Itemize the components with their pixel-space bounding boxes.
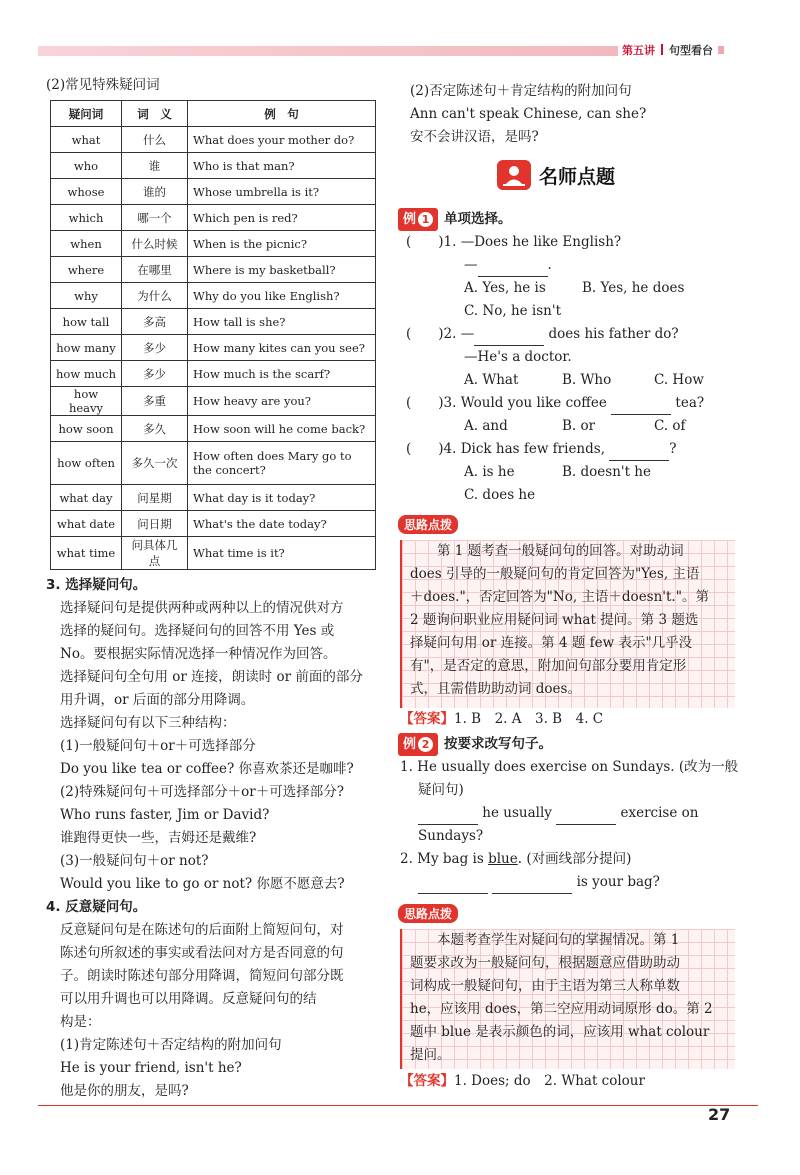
question-word: what time	[51, 537, 122, 570]
table-row	[51, 283, 376, 309]
word-meaning: 多久	[122, 416, 188, 442]
text-line: 2 题询问职业应用疑问词 what 提问。第 3 题选	[410, 612, 699, 628]
text-line: 提问。	[410, 1047, 451, 1063]
tip-1-label: 思路点拨	[398, 515, 458, 534]
question-word: how often	[51, 442, 122, 485]
header-stripe	[38, 46, 618, 56]
text-line: 题中 blue 是表示颜色的词，应该用 what colour	[410, 1024, 710, 1040]
question-word: what date	[51, 511, 122, 537]
teacher-icon	[497, 160, 531, 190]
text-line: (1)一般疑问句＋or＋可选择部分	[60, 738, 256, 754]
example-sentence: What time is it?	[188, 537, 376, 570]
text-line: 选择的疑问句。选择疑问句的回答不用 Yes 或	[60, 623, 335, 639]
section-3-title: 3. 选择疑问句。	[46, 577, 147, 593]
text-line: Would you like to go or not? 你愿不愿意去?	[60, 876, 345, 892]
word-meaning: 问日期	[122, 511, 188, 537]
example-2: 例 2 按要求改写句子。 1. He usually does exercise on Sundays. (改为一般 疑问句) he usually exercise on Sundays? 2. My bag is blue. (对画线部分提问) is your bag?	[398, 733, 743, 894]
table-row	[51, 442, 376, 485]
table-row	[51, 205, 376, 231]
text-line: 可以用升调也可以用降调。反意疑问句的结	[60, 991, 317, 1007]
question-word: how many	[51, 335, 122, 361]
answer-1: 【答案】1. B 2. A 3. B 4. C	[400, 711, 604, 727]
table-row	[51, 387, 376, 416]
text-line: (2)特殊疑问句＋可选择部分＋or＋可选择部分?	[60, 784, 344, 800]
question-word: where	[51, 257, 122, 283]
question-word: how much	[51, 361, 122, 387]
section-title: 名师点题	[539, 166, 616, 188]
text-line: 式，且需借助助动词 does。	[410, 681, 581, 697]
example-sentence: How many kites can you see?	[188, 335, 376, 361]
text-line: 构是：	[60, 1014, 101, 1030]
section-4-title: 4. 反意疑问句。	[46, 899, 147, 915]
example-sentence: What day is it today?	[188, 485, 376, 511]
table-header: 例 句	[188, 101, 376, 127]
tip-2-box	[400, 929, 735, 1069]
example-sentence: What's the date today?	[188, 511, 376, 537]
table-row	[51, 537, 376, 570]
text-line: 本题考查学生对疑问句的掌握情况。第 1	[410, 932, 680, 948]
word-meaning: 多少	[122, 361, 188, 387]
question-word: when	[51, 231, 122, 257]
word-meaning: 为什么	[122, 283, 188, 309]
text-line: He is your friend, isn't he?	[60, 1060, 242, 1076]
text-line: 选择疑问句全句用 or 连接，朗读时 or 前面的部分	[60, 669, 363, 685]
example-sentence: When is the picnic?	[188, 231, 376, 257]
text-line: does 引导的一般疑问句的肯定回答为"Yes, 主语	[410, 566, 700, 582]
word-meaning: 多高	[122, 309, 188, 335]
text-line: 第 1 题考查一般疑问句的回答。对助动词	[410, 543, 684, 559]
example-sentence: What does your mother do?	[188, 127, 376, 153]
word-meaning: 哪一个	[122, 205, 188, 231]
text-line: 子。朗读时陈述句部分用降调，简短问句部分既	[60, 968, 344, 984]
text-line: (3)一般疑问句＋or not?	[60, 853, 209, 869]
text-line: 有"，是否定的意思，附加问句部分要用肯定形	[410, 658, 687, 674]
table-row	[51, 153, 376, 179]
example-sentence: How tall is she?	[188, 309, 376, 335]
word-meaning: 问星期	[122, 485, 188, 511]
lecture-label: 第五讲	[622, 44, 655, 57]
word-meaning: 谁的	[122, 179, 188, 205]
word-meaning: 什么时候	[122, 231, 188, 257]
table-row	[51, 179, 376, 205]
text-line: 题要求改为一般疑问句，根据题意应借助助动	[410, 955, 680, 971]
example-1: 例 1 单项选择。 ( )1. —Does he like English? — . A. Yes, he is B. Yes, he does C. No, he isn't ( )2. — does his father do? —He's a doctor. A. What B. Who C. How ( )3. Would you like coffee tea? A. and B. or C. of ( )4. Dick has few friends, ? A. is he B. doesn't he C. does he	[398, 208, 743, 507]
question-word: how heavy	[51, 387, 122, 416]
text-line: No。要根据实际情况选择一种情况作为回答。	[60, 646, 337, 662]
question-word: what	[51, 127, 122, 153]
tag-q-line: (2)否定陈述句＋肯定结构的附加问句	[410, 83, 632, 99]
word-meaning: 在哪里	[122, 257, 188, 283]
example-sentence: Where is my basketball?	[188, 257, 376, 283]
tip-2-label: 思路点拨	[398, 904, 458, 923]
right-top	[410, 80, 750, 149]
text-line: he，应该用 does，第二空应用动词原形 do。第 2	[410, 1001, 713, 1017]
question-word: why	[51, 283, 122, 309]
example-sentence: Who is that man?	[188, 153, 376, 179]
example-sentence: How much is the scarf?	[188, 361, 376, 387]
text-line: ＋does."，否定回答为"No, 主语＋doesn't."。第	[410, 589, 709, 605]
example-sentence: How heavy are you?	[188, 387, 376, 416]
table-row	[51, 361, 376, 387]
text-line: 选择疑问句是提供两种或两种以上的情况供对方	[60, 600, 344, 616]
text-line: 词构成一般疑问句，由于主语为第三人称单数	[410, 978, 680, 994]
word-meaning: 什么	[122, 127, 188, 153]
word-meaning: 谁	[122, 153, 188, 179]
example-sentence: Whose umbrella is it?	[188, 179, 376, 205]
example-sentence: How often does Mary go to the concert?	[188, 442, 376, 485]
table-row	[51, 309, 376, 335]
text-line: 谁跑得更快一些，吉姆还是戴维?	[60, 830, 257, 846]
text-line: 择疑问句用 or 连接。第 4 题 few 表示"几乎没	[410, 635, 693, 651]
page-number: 27	[708, 1105, 731, 1124]
question-word: how tall	[51, 309, 122, 335]
text-line: (1)肯定陈述句＋否定结构的附加问句	[60, 1037, 282, 1053]
section-title-bar	[497, 160, 635, 190]
table-row	[51, 257, 376, 283]
table-title: (2)常见特殊疑问词	[46, 77, 160, 93]
running-header	[622, 42, 724, 58]
question-word: which	[51, 205, 122, 231]
text-line: 反意疑问句是在陈述句的后面附上简短问句，对	[60, 922, 344, 938]
example-sentence: Why do you like English?	[188, 283, 376, 309]
question-2-reply: —He's a doctor.	[464, 349, 572, 365]
example-2-title: 按要求改写句子。	[444, 736, 553, 752]
table-row	[51, 485, 376, 511]
table-header: 词 义	[122, 101, 188, 127]
example-sentence: How soon will he come back?	[188, 416, 376, 442]
word-meaning: 多久一次	[122, 442, 188, 485]
answer-2: 【答案】1. Does; do 2. What colour	[400, 1073, 645, 1089]
example-1-title: 单项选择。	[444, 211, 512, 227]
table-row	[51, 511, 376, 537]
table-row	[51, 231, 376, 257]
section-label: 句型看台	[669, 44, 713, 57]
option: A. Yes, he is	[464, 280, 546, 296]
question-1: ( )1. —Does he like English?	[406, 234, 622, 250]
footer-line	[38, 1105, 758, 1106]
text-line: Do you like tea or coffee? 你喜欢茶还是咖啡?	[60, 761, 354, 777]
tag-q-line: Ann can't speak Chinese, can she?	[410, 106, 647, 122]
text-line: 陈述句所叙述的事实或看法问对方是否同意的句	[60, 945, 344, 961]
question-word: how soon	[51, 416, 122, 442]
word-meaning: 问具体几点	[122, 537, 188, 570]
example-sentence: Which pen is red?	[188, 205, 376, 231]
tag-q-line: 安不会讲汉语，是吗?	[410, 129, 539, 145]
left-column	[46, 74, 376, 1103]
question-word-table	[50, 100, 376, 570]
question-word: whose	[51, 179, 122, 205]
table-header: 疑问词	[51, 101, 122, 127]
tip-1-box	[400, 540, 735, 708]
table-row	[51, 127, 376, 153]
table-row	[51, 335, 376, 361]
text-line: Who runs faster, Jim or David?	[60, 807, 270, 823]
option: B. Yes, he does	[582, 280, 685, 296]
word-meaning: 多少	[122, 335, 188, 361]
option: C. No, he isn't	[464, 303, 562, 319]
table-row	[51, 416, 376, 442]
example-tag: 例 2	[398, 733, 438, 756]
text-line: 他是你的朋友，是吗?	[60, 1083, 189, 1099]
example-tag: 例 1	[398, 208, 438, 231]
question-word: who	[51, 153, 122, 179]
question-word: what day	[51, 485, 122, 511]
text-line: 用升调，or 后面的部分用降调。	[60, 692, 255, 708]
word-meaning: 多重	[122, 387, 188, 416]
text-line: 选择疑问句有以下三种结构：	[60, 715, 236, 731]
